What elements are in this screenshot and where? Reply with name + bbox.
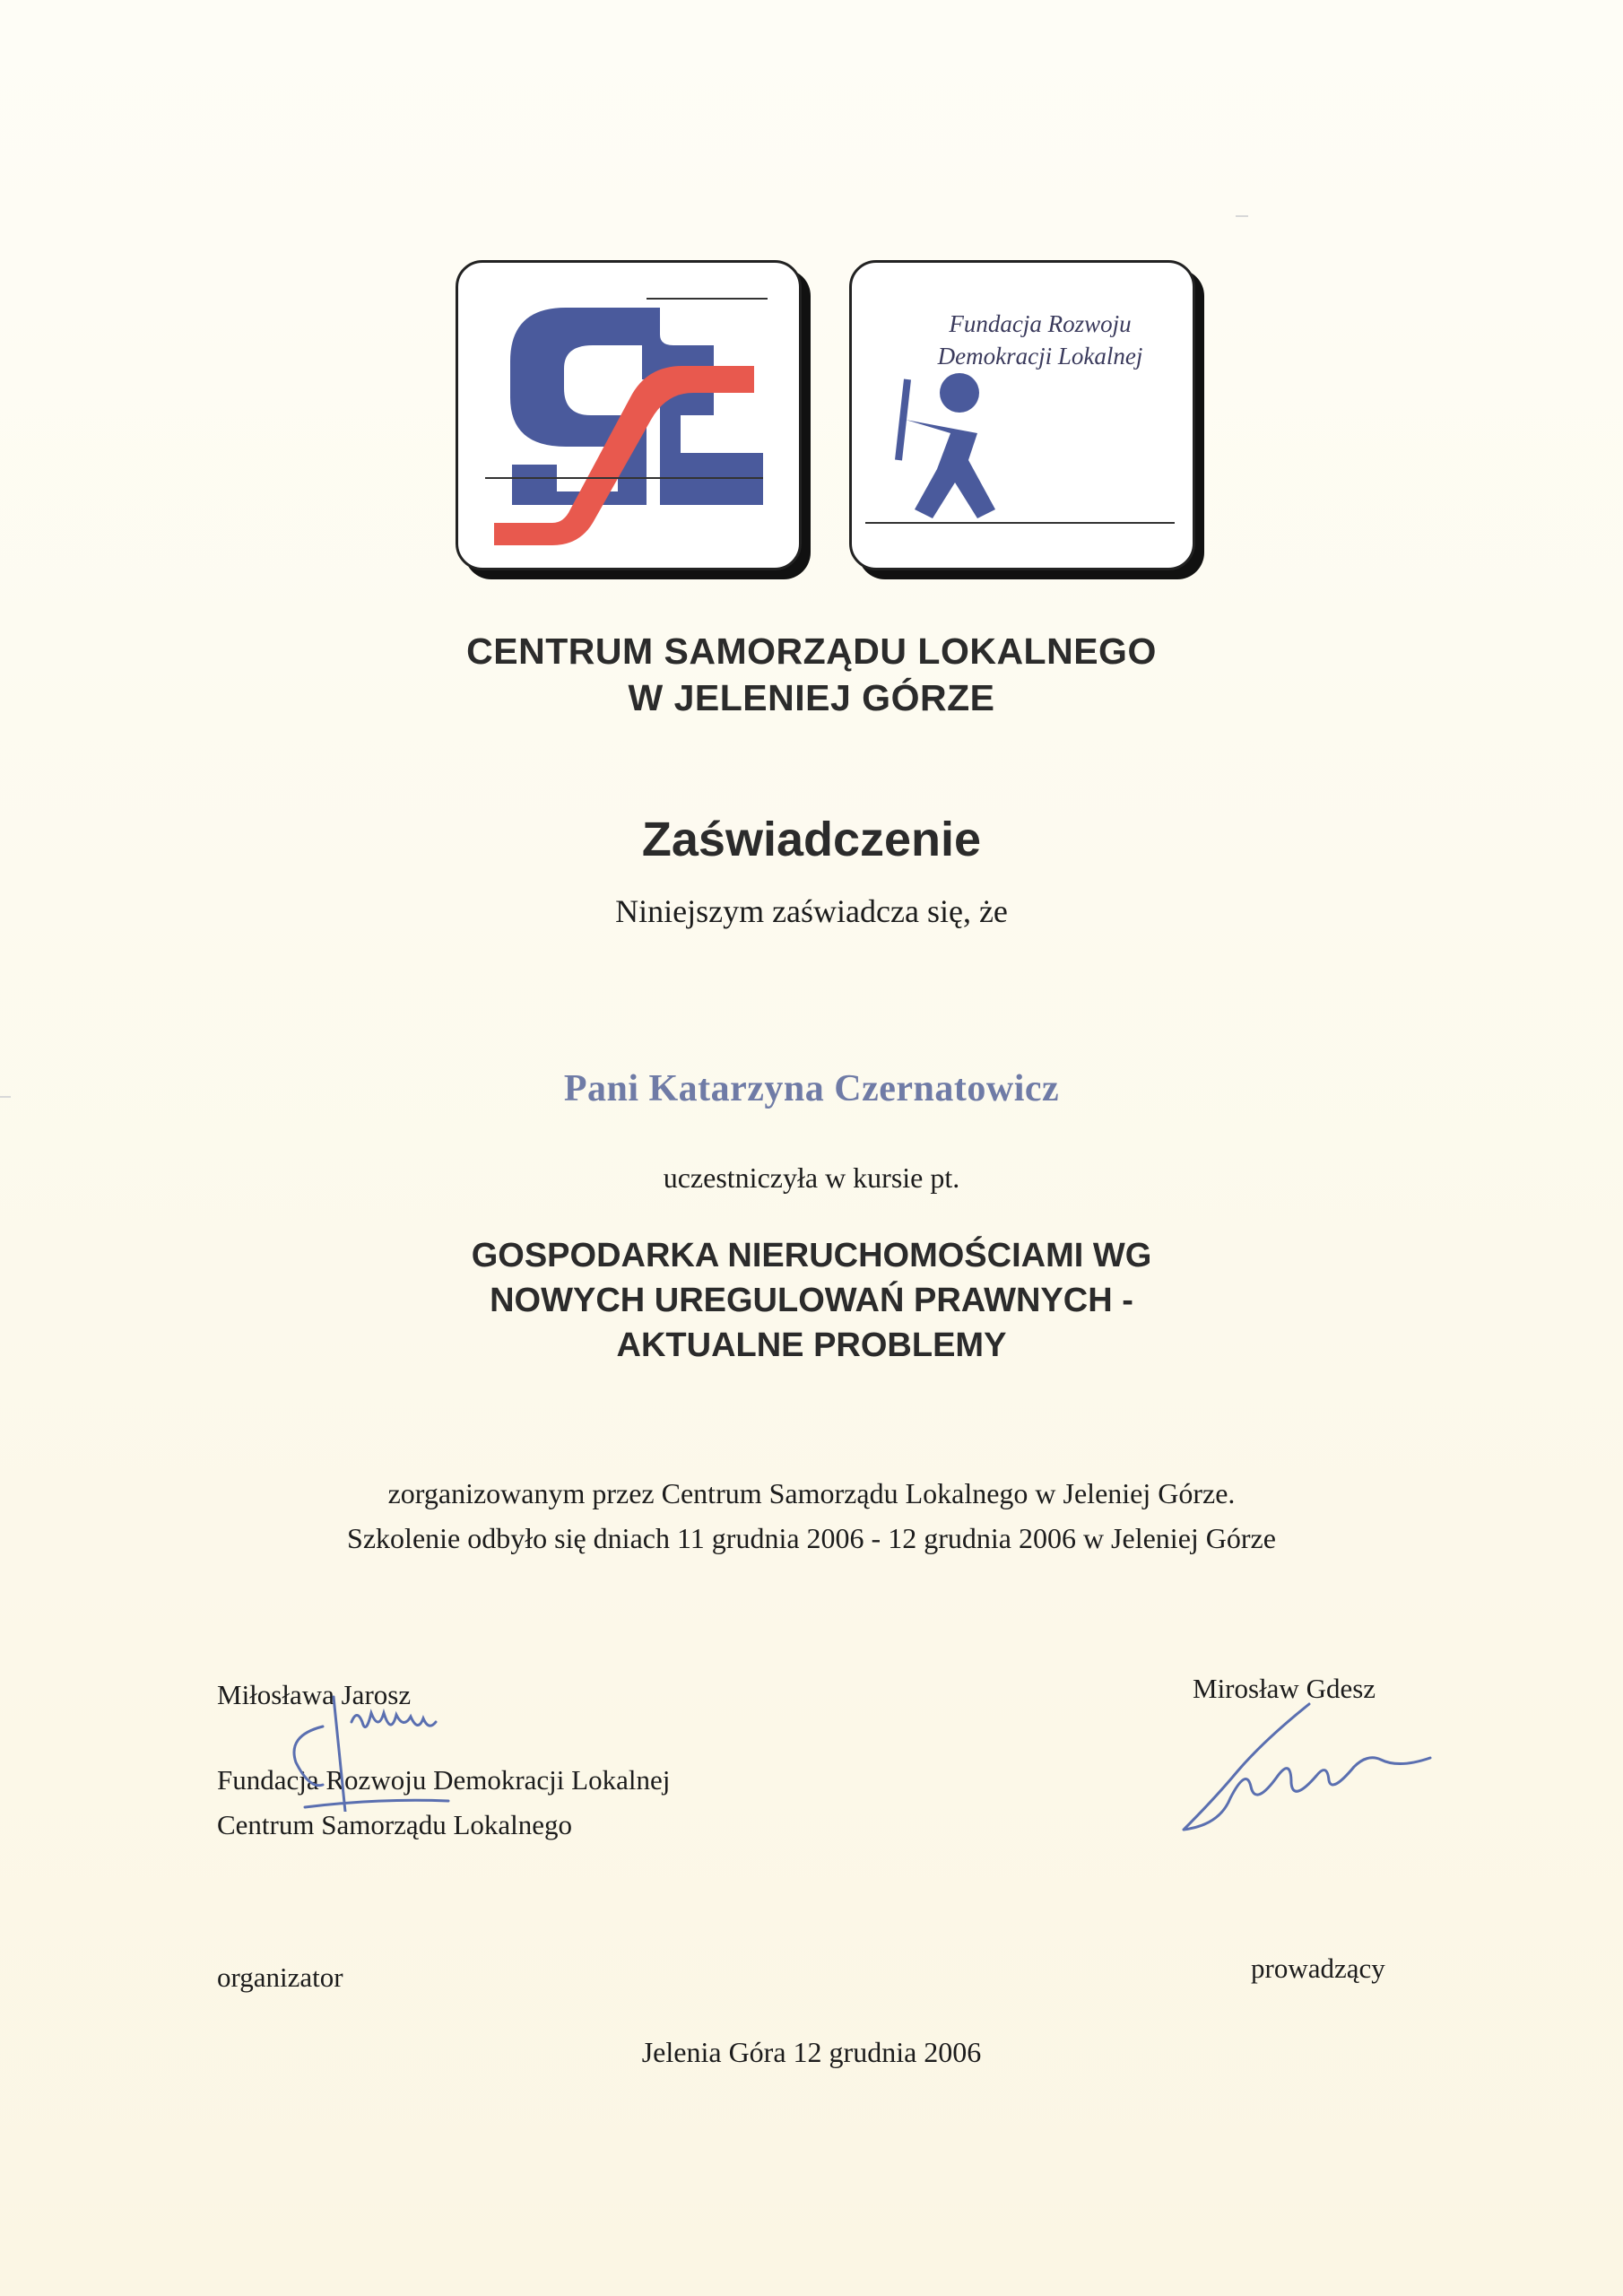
walking-figure-icon [852, 263, 1193, 568]
organization-name-line1: CENTRUM SAMORZĄDU LOKALNEGO [466, 631, 1157, 672]
left-signatory-role: organizator [217, 1961, 343, 1993]
organization-name [0, 628, 1623, 721]
left-signatory-org2: Centrum Samorządu Lokalnego [217, 1809, 573, 1840]
left-signatory-org1: Fundacja Rozwoju Demokracji Lokalnej [217, 1764, 671, 1796]
organization-name-line2: W JELENIEJ GÓRZE [628, 677, 995, 718]
participation-text: uczestniczyła w kursie pt. [663, 1161, 960, 1194]
course-title-line3: AKTUALNE PROBLEMY [616, 1326, 1007, 1364]
right-signatory-role: prowadzący [1251, 1952, 1385, 1984]
intro-text: Niniejszym zaświadcza się, że [615, 893, 1008, 929]
scan-edge-mark [1236, 215, 1248, 217]
organized-by-text: zorganizowanym przez Centrum Samorządu Lokalnego w Jeleniej Górze. [387, 1477, 1236, 1509]
right-signatory-name: Mirosław Gdesz [1193, 1673, 1376, 1704]
organization-statement [0, 1471, 1623, 1561]
fundacja-logo [849, 260, 1195, 570]
course-title-line1: GOSPODARKA NIERUCHOMOŚCIAMI WG [471, 1237, 1152, 1274]
training-dates-text: Szkolenie odbyło się dniach 11 grudnia 2006 - 12 grudnia 2006 w Jeleniej Górze [347, 1522, 1276, 1554]
right-handwritten-signature [1166, 1686, 1453, 1839]
left-handwritten-signature [269, 1686, 502, 1812]
course-title [0, 1233, 1623, 1368]
csl-logo [456, 260, 802, 570]
course-title-line2: NOWYCH UREGULOWAŃ PRAWNYCH - [490, 1282, 1133, 1319]
place-and-date: Jelenia Góra 12 grudnia 2006 [641, 2036, 982, 2068]
recipient-name: Pani Katarzyna Czernatowicz [563, 1068, 1060, 1109]
fundacja-logo-line1: Fundacja Rozwoju [949, 310, 1132, 337]
fundacja-logo-line2: Demokracji Lokalnej [937, 343, 1143, 370]
left-signatory-name: Miłosława Jarosz [217, 1679, 412, 1710]
document-title: Zaświadczenie [641, 813, 982, 866]
csl-logo-icon [458, 263, 799, 568]
